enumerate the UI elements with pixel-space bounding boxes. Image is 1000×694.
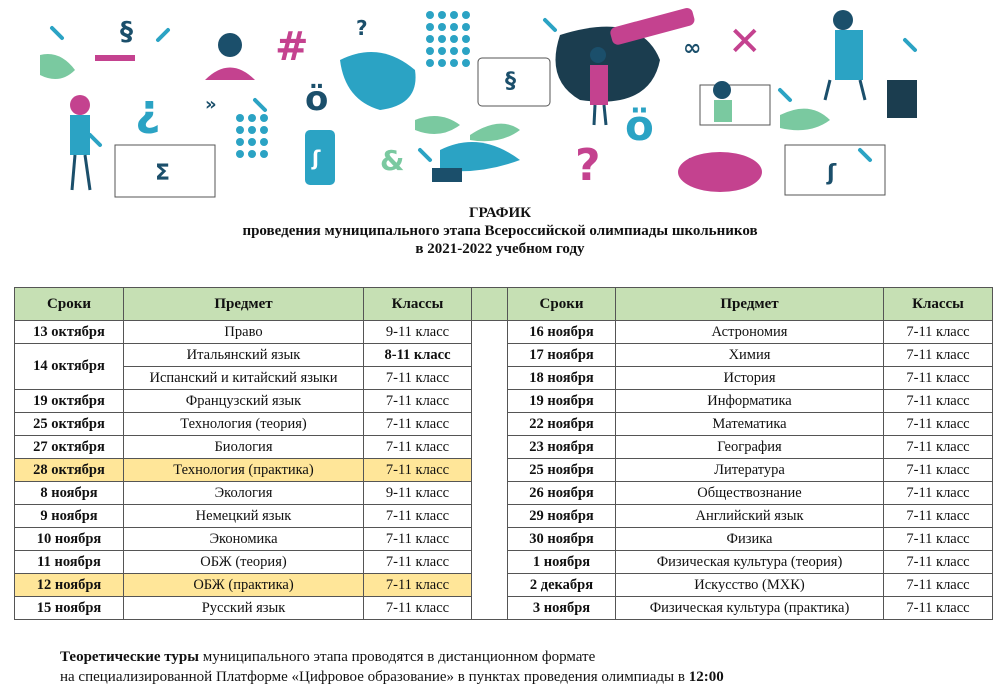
right-grades: 7-11 класс [884,436,993,459]
left-grades: 7-11 класс [364,505,472,528]
title-line-1: ГРАФИК [468,205,532,221]
right-subject: Литература [616,459,884,482]
left-date-highlighted: 12 ноября [15,574,124,597]
right-grades: 7-11 класс [884,597,993,620]
left-date: 9 ноября [15,505,124,528]
header-dates-right: Сроки [508,288,616,321]
right-date: 30 ноября [508,528,616,551]
right-grades: 7-11 класс [884,551,993,574]
svg-text:Σ: Σ [155,161,171,186]
header-grades-left: Классы [364,288,472,321]
right-grades: 7-11 класс [884,505,993,528]
header-spacer [472,288,508,321]
right-subject: Физическая культура (практика) [616,597,884,620]
right-date: 19 ноября [508,390,616,413]
right-date: 23 ноября [508,436,616,459]
svg-text:ö: ö [305,79,329,119]
svg-text:§: § [505,69,516,94]
svg-text:&: & [380,144,405,177]
left-date-highlighted: 28 октября [15,459,124,482]
right-subject: География [616,436,884,459]
header-grades-right: Классы [884,288,993,321]
header-dates-left: Сроки [15,288,124,321]
left-subject-highlighted: ОБЖ (практика) [124,574,364,597]
right-grades: 7-11 класс [884,321,993,344]
right-date: 16 ноября [508,321,616,344]
left-subject: Технология (теория) [124,413,364,436]
left-date: 14 октября [15,344,124,390]
svg-text:#: # [275,24,309,70]
left-date: 13 октября [15,321,124,344]
right-subject: Физика [616,528,884,551]
left-subject: Итальянский язык [124,344,364,367]
right-subject: Обществознание [616,482,884,505]
right-subject: Информатика [616,390,884,413]
right-subject: Астрономия [616,321,884,344]
left-grades: 9-11 класс [364,321,472,344]
footer-line-2 [60,667,724,687]
right-subject: История [616,367,884,390]
svg-text:?: ? [356,16,368,40]
svg-text:»: » [205,94,217,115]
right-date: 29 ноября [508,505,616,528]
left-grades-highlighted: 7-11 класс [364,459,472,482]
left-grades: 7-11 класс [364,551,472,574]
right-grades: 7-11 класс [884,482,993,505]
left-subject: Право [124,321,364,344]
right-date: 26 ноября [508,482,616,505]
right-grades: 7-11 класс [884,390,993,413]
left-date: 11 ноября [15,551,124,574]
table-row [15,321,993,344]
right-date: 18 ноября [508,367,616,390]
left-subject: Экология [124,482,364,505]
table-header-row [15,288,993,321]
right-subject: Математика [616,413,884,436]
title-line-3: в 2021-2022 учебном году [415,241,585,257]
svg-text:?: ? [575,140,601,191]
svg-text:¿: ¿ [135,85,161,136]
title-line-2: проведения муниципального этапа Всероссийской олимпиады школьников [242,223,758,239]
right-subject: Английский язык [616,505,884,528]
left-subject: Немецкий язык [124,505,364,528]
left-date: 19 октября [15,390,124,413]
right-grades: 7-11 класс [884,459,993,482]
footer-line-1 [60,647,724,667]
header-subject-left: Предмет [124,288,364,321]
left-grades: 7-11 класс [364,597,472,620]
right-date: 25 ноября [508,459,616,482]
right-date: 17 ноября [508,344,616,367]
left-grades: 7-11 класс [364,367,472,390]
column-spacer [472,321,508,620]
left-date: 8 ноября [15,482,124,505]
right-subject: Физическая культура (теория) [616,551,884,574]
left-grades: 7-11 класс [364,413,472,436]
left-subject: Французский язык [124,390,364,413]
footer-note [60,647,724,687]
left-grades: 7-11 класс [364,390,472,413]
right-grades: 7-11 класс [884,367,993,390]
right-subject: Химия [616,344,884,367]
svg-text:ö: ö [625,101,654,150]
right-grades: 7-11 класс [884,344,993,367]
left-date: 27 октября [15,436,124,459]
svg-text:∞: ∞ [683,36,702,61]
right-subject: Искусство (МХК) [616,574,884,597]
left-grades-highlighted: 7-11 класс [364,574,472,597]
footer-text-2: на специализированной Платформе «Цифровое образование» в пунктах проведения олимпиады в [60,669,689,685]
left-grades: 7-11 класс [364,436,472,459]
left-subject-highlighted: Технология (практика) [124,459,364,482]
right-date: 1 ноября [508,551,616,574]
right-date: 2 декабря [508,574,616,597]
left-grades: 9-11 класс [364,482,472,505]
right-date: 22 ноября [508,413,616,436]
left-subject: Экономика [124,528,364,551]
svg-text:ʃ: ʃ [312,146,321,170]
right-grades: 7-11 класс [884,528,993,551]
left-grades: 7-11 класс [364,528,472,551]
left-subject: Испанский и китайский языки [124,367,364,390]
left-date: 10 ноября [15,528,124,551]
left-subject: Биология [124,436,364,459]
svg-text:✕: ✕ [728,19,762,65]
right-date: 3 ноября [508,597,616,620]
footer-time: 12:00 [688,669,724,685]
right-grades: 7-11 класс [884,574,993,597]
left-date: 25 октября [15,413,124,436]
footer-text-1: муниципального этапа проводятся в дистанционном формате [198,649,596,665]
olympiad-schedule-table [14,287,993,620]
svg-text:ʃ: ʃ [827,161,837,186]
decorative-banner-illustration [0,0,1000,200]
left-subject: ОБЖ (теория) [124,551,364,574]
right-grades: 7-11 класс [884,413,993,436]
footer-bold-lead: Теоретические туры [60,649,199,665]
left-subject: Русский язык [124,597,364,620]
left-grades: 8-11 класс [364,344,472,367]
header-subject-right: Предмет [616,288,884,321]
svg-text:§: § [120,17,133,47]
left-date: 15 ноября [15,597,124,620]
schedule-title [0,204,1000,258]
